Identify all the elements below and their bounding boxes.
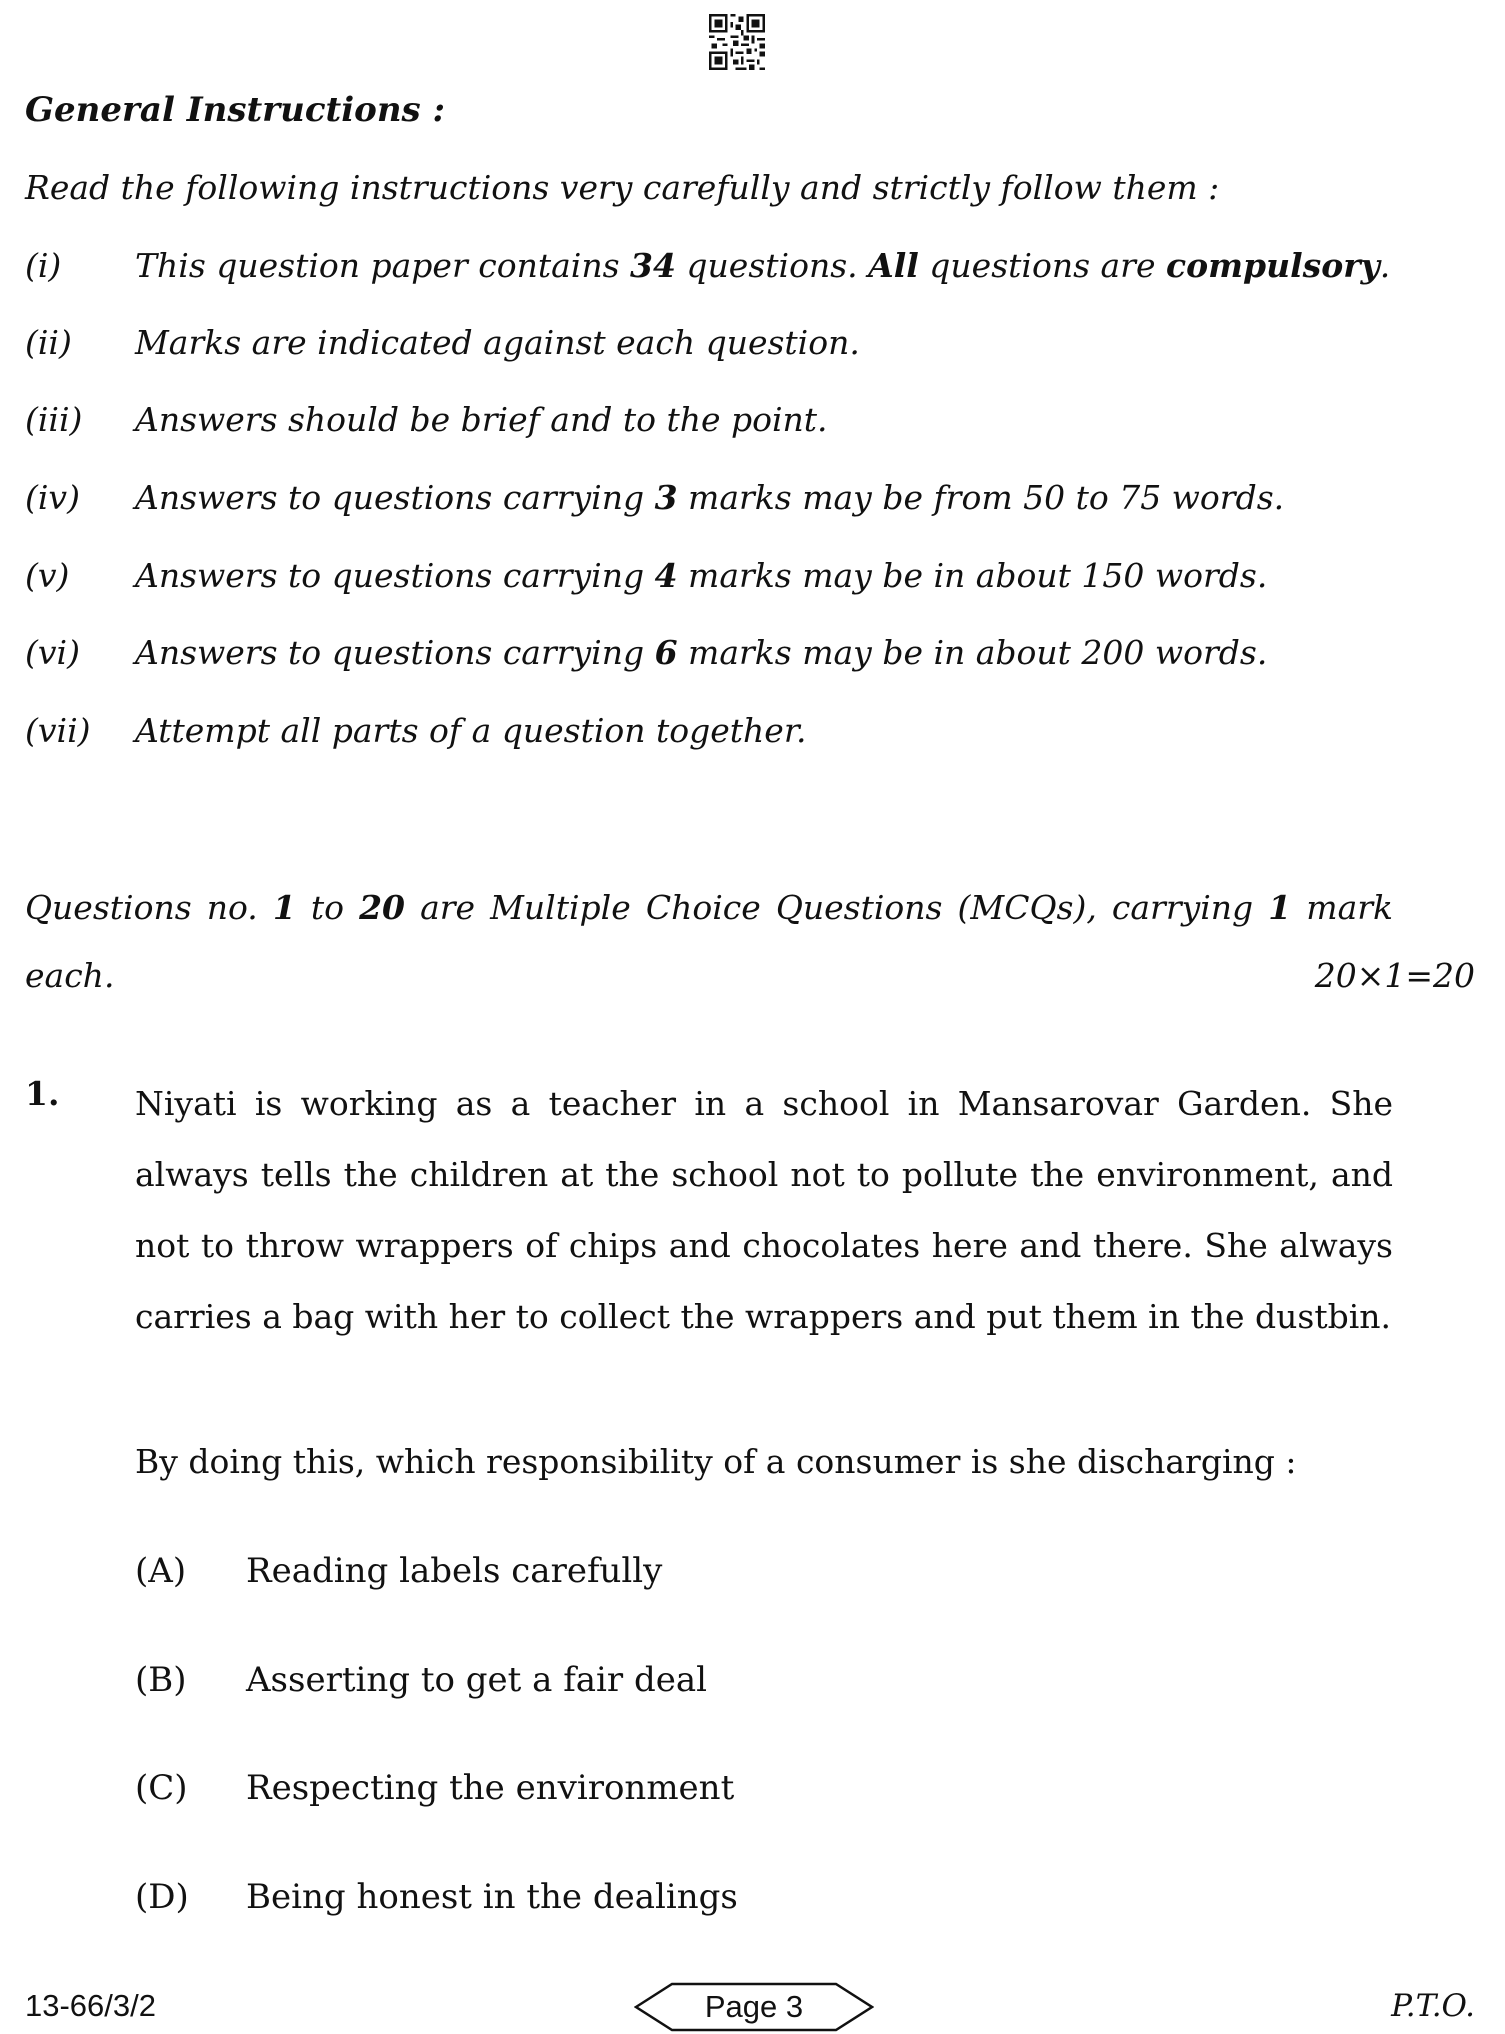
text-segment: Marks are indicated against each question. xyxy=(135,323,860,362)
page-number: Page 3 xyxy=(704,1989,804,2024)
instruction-number: (ii) xyxy=(25,323,72,362)
instruction-text xyxy=(135,478,1284,517)
instruction-number: (vi) xyxy=(25,633,80,672)
paper-code: 13-66/3/2 xyxy=(25,1988,156,2023)
general-instructions-title: General Instructions : xyxy=(25,90,446,130)
option-text: Asserting to get a fair deal xyxy=(246,1660,708,1700)
bold-text: 6 xyxy=(654,633,678,672)
instruction-text xyxy=(135,556,1267,595)
bold-text: 1 xyxy=(272,888,296,927)
text-segment: are Multiple Choice Questions (MCQs), carrying xyxy=(405,888,1269,927)
instruction-number: (v) xyxy=(25,556,70,595)
instruction-text xyxy=(135,633,1267,672)
qr-code-icon xyxy=(709,14,765,70)
instruction-number: (iv) xyxy=(25,478,80,517)
text-segment: Attempt all parts of a question together. xyxy=(135,711,807,750)
option-text: Respecting the environment xyxy=(246,1768,735,1808)
instruction-number: (iii) xyxy=(25,400,83,439)
text-segment: Questions no. xyxy=(25,888,273,927)
text-segment: questions. xyxy=(675,246,869,285)
bold-text: 34 xyxy=(630,246,676,285)
general-instructions-intro: Read the following instructions very carefully and strictly follow them : xyxy=(25,168,1220,207)
instruction-number: (i) xyxy=(25,246,62,285)
instruction-text xyxy=(135,246,1390,285)
please-turn-over: P.T.O. xyxy=(1391,1988,1475,2024)
text-segment: questions are xyxy=(918,246,1166,285)
text-segment: Answers to questions carrying xyxy=(135,633,655,672)
text-segment: Answers to questions carrying xyxy=(135,478,655,517)
option-label: (D) xyxy=(135,1877,189,1917)
text-segment: Answers should be brief and to the point. xyxy=(135,400,828,439)
bold-text: 3 xyxy=(654,478,678,517)
bold-text: 4 xyxy=(654,556,678,595)
option-label: (B) xyxy=(135,1660,187,1700)
text-segment: . xyxy=(1379,246,1391,285)
question-text: Niyati is working as a teacher in a school in Mansarovar Garden. She always tells the children at the school not to pollute the environment, and not to throw wrappers of chips and chocolates here and there. She always carries a bag with her to collect the wrappers and put them in the dustbin. xyxy=(135,1084,1393,1336)
mcq-section-header-continued: each. xyxy=(25,956,115,995)
instruction-text xyxy=(135,711,806,750)
option-text: Reading labels carefully xyxy=(246,1551,663,1591)
instruction-text xyxy=(135,323,860,362)
mcq-section-marks: 20×1=20 xyxy=(1314,956,1475,995)
option-label: (C) xyxy=(135,1768,188,1808)
bold-text: compulsory xyxy=(1165,246,1380,285)
instruction-number: (vii) xyxy=(25,711,91,750)
bold-text: 20 xyxy=(359,888,406,927)
mcq-section-header xyxy=(25,888,1393,927)
bold-text: All xyxy=(868,246,919,285)
text-segment: Answers to questions carrying xyxy=(135,556,655,595)
bold-text: 1 xyxy=(1268,888,1292,927)
text-segment: marks may be from 50 to 75 words. xyxy=(677,478,1285,517)
instruction-text xyxy=(135,400,828,439)
text-segment: marks may be in about 150 words. xyxy=(677,556,1268,595)
page-number-badge xyxy=(634,1982,874,2032)
text-segment: mark xyxy=(1291,888,1394,927)
text-segment: marks may be in about 200 words. xyxy=(677,633,1268,672)
option-label: (A) xyxy=(135,1551,187,1591)
option-text: Being honest in the dealings xyxy=(246,1877,738,1917)
question-prompt: By doing this, which responsibility of a consumer is she discharging : xyxy=(135,1442,1297,1481)
question-number: 1. xyxy=(25,1074,60,1113)
text-segment: This question paper contains xyxy=(135,246,630,285)
text-segment: to xyxy=(295,888,360,927)
